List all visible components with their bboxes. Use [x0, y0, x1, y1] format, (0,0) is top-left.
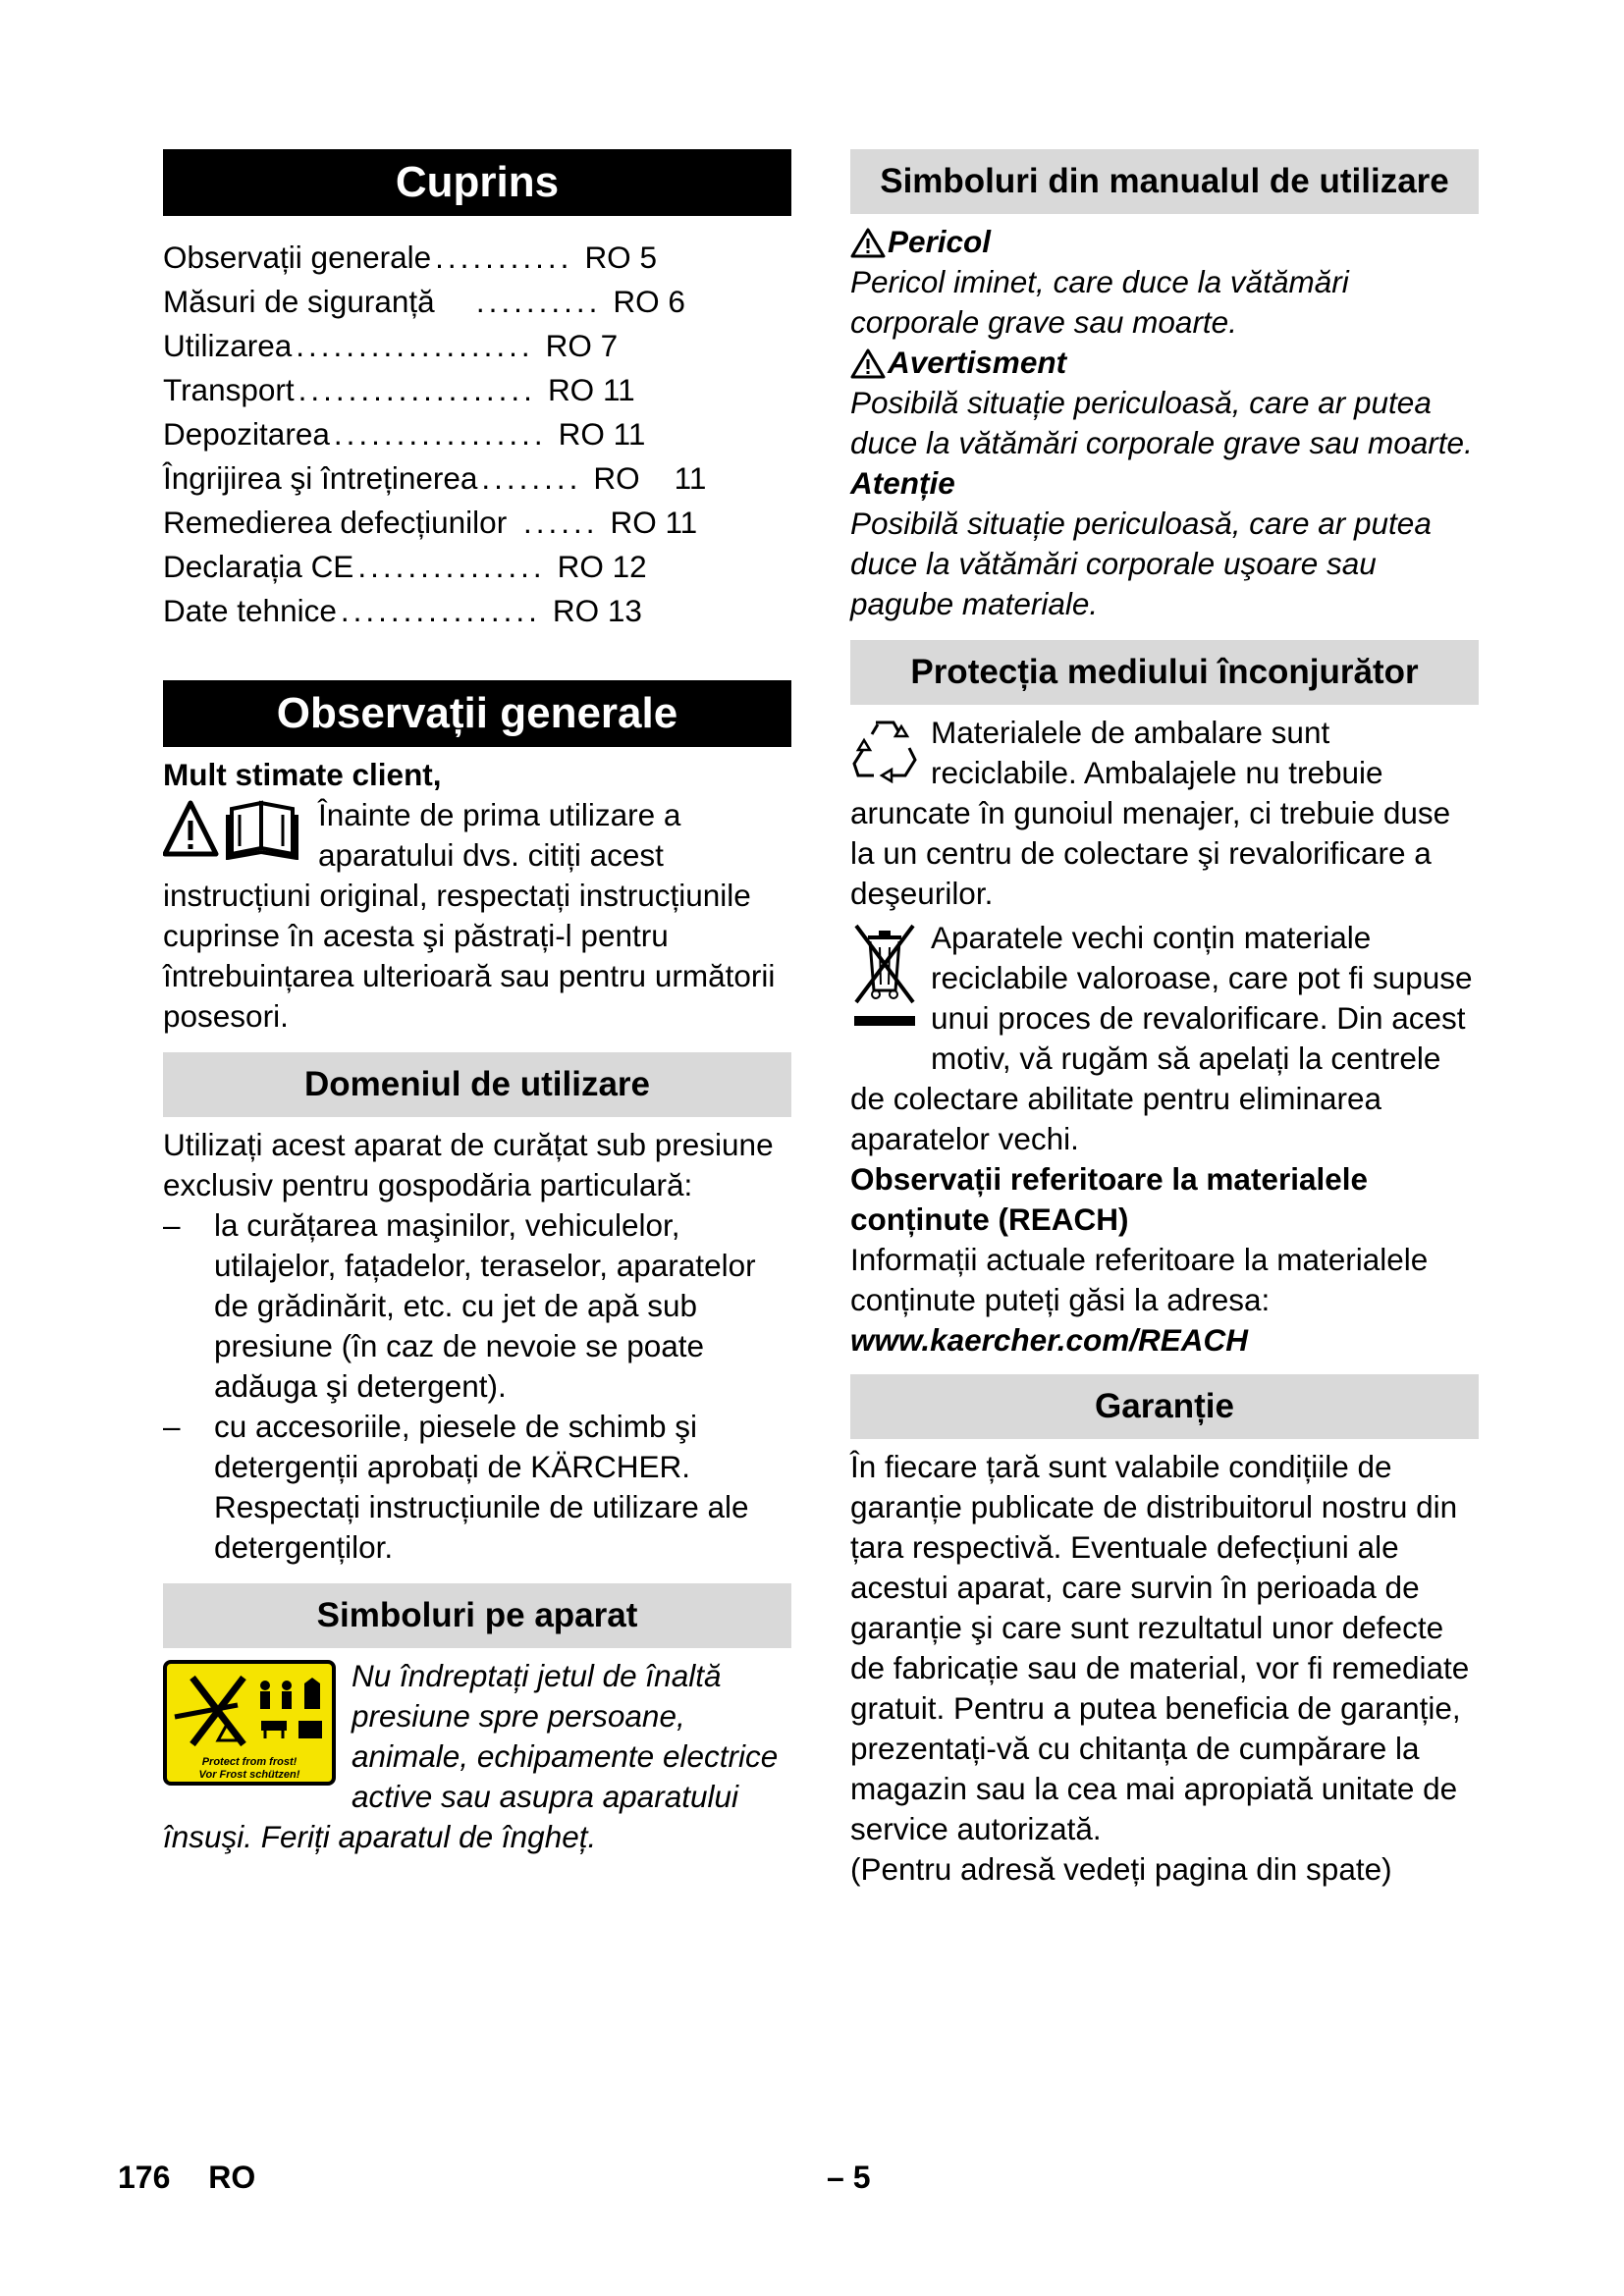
toc-entry[interactable]: Remedierea defecțiunilor ...... RO 11	[163, 505, 698, 540]
environment-section	[850, 713, 1479, 1361]
danger-label: Pericol	[850, 222, 1479, 262]
warning-text: Posibilă situație periculoasă, care ar putea duce la vătămări corporale grave sau moarte.	[850, 385, 1473, 460]
read-manual-icons	[163, 799, 306, 870]
list-item: – la curățarea maşinilor, vehiculelor, utilajelor, fațadelor, teraselor, aparatelor de grădinărit, etc. cu jet de apă sub presiune (în caz de nevoie se poate adăuga şi detergent).	[163, 1207, 756, 1404]
table-of-contents	[163, 236, 791, 633]
recycle-icon	[850, 715, 919, 793]
toc-entry[interactable]: Transport ................... RO 11	[163, 372, 635, 407]
general-section	[163, 755, 791, 1037]
toc-entry[interactable]: Date tehnice ................ RO 13	[163, 593, 642, 628]
warranty-heading: Garanție	[850, 1374, 1479, 1439]
device-symbols-section	[163, 1656, 791, 1857]
label-text-de: Vor Frost schützen!	[198, 1769, 300, 1781]
old-devices-paragraph: Aparatele vechi conțin materiale reciclabile valoroase, care pot fi supuse unui proces de revalorificare. Din acest motiv, vă rugăm să apelați la centrele de colectare abilitate pentru eliminarea aparatelor vechi.	[850, 920, 1473, 1156]
general-intro-paragraph: Înainte de prima utilizare a aparatului dvs. citiți acest instrucțiuni original, respectați instrucțiunile cuprinse în acesta şi păstrați-l pentru întrebuințarea ulterioară sau pentru următorii posesori.	[163, 797, 776, 1034]
device-symbols-heading: Simboluri pe aparat	[163, 1583, 791, 1648]
caution-text: Posibilă situație periculoasă, care ar putea duce la vătămări corporale uşoare sau pagube materiale.	[850, 506, 1432, 621]
reach-text: Informații actuale referitoare la materialele conținute puteți găsi la adresa:	[850, 1242, 1429, 1317]
warranty-text: În fiecare țară sunt valabile condițiile de garanție publicate de distribuitorul nostru din țara respectivă. Eventuale defecțiuni ale acestui aparat, care survin în perioada de garanție şi care sunt rezultatul unor defecte de fabricație sau de material, vor fi remediate gratuit. Pentru a putea beneficia de garanție, prezentați-vă cu chitanța de cumpărare la magazin sau la cea mai apropiată unitate de service autorizată.	[850, 1449, 1470, 1846]
label-text-en: Protect from frost!	[201, 1756, 298, 1768]
toc-entry[interactable]: Îngrijirea şi întreținerea ........ RO 11	[163, 460, 707, 496]
environment-heading: Protecția mediului înconjurător	[850, 640, 1479, 705]
manual-symbols-section	[850, 222, 1479, 624]
local-page-number: – 5	[827, 2160, 871, 2195]
left-column	[163, 149, 791, 1857]
toc-heading: Cuprins	[163, 149, 791, 216]
usage-intro: Utilizați acest aparat de curățat sub presiune exclusiv pentru gospodăria particulară:	[163, 1127, 774, 1202]
crossed-bin-icon	[850, 922, 919, 1040]
caution-label: Atenție	[850, 465, 955, 501]
reach-link[interactable]: www.kaercher.com/REACH	[850, 1322, 1248, 1358]
toc-entry[interactable]: Depozitarea ................. RO 11	[163, 416, 646, 452]
warning-triangle-icon	[850, 227, 886, 258]
right-column	[850, 149, 1479, 1890]
warning-book-icon	[163, 799, 306, 860]
list-item: – cu accesoriile, piesele de schimb şi detergenții aprobați de KÄRCHER. Respectați instrucțiunile de utilizare ale detergenților.	[163, 1409, 749, 1565]
reach-heading: Observații referitoare la materialele conținute (REACH)	[850, 1161, 1369, 1237]
no-spray-label-icon	[163, 1660, 336, 1795]
general-heading: Observații generale	[163, 680, 791, 747]
page-number: 176	[118, 2160, 171, 2195]
warranty-note: (Pentru adresă vedeți pagina din spate)	[850, 1851, 1392, 1887]
usage-section	[163, 1125, 791, 1568]
manual-symbols-heading: Simboluri din manualul de utilizare	[850, 149, 1479, 214]
danger-text: Pericol iminet, care duce la vătămări corporale grave sau moarte.	[850, 264, 1349, 340]
greeting: Mult stimate client,	[163, 757, 442, 792]
footer-page-info	[118, 2160, 255, 2196]
toc-entry[interactable]: Măsuri de siguranță .......... RO 6	[163, 284, 685, 319]
language-code: RO	[208, 2160, 256, 2195]
toc-entry[interactable]: Declarația CE ............... RO 12	[163, 549, 647, 584]
toc-entry[interactable]: Observații generale ........... RO 5	[163, 240, 657, 275]
packaging-paragraph: Materialele de ambalare sunt reciclabile. Ambalajele nu trebuie aruncate în gunoiul menajer, ci trebuie duse la un centru de colectare şi revalorificare a deşeurilor.	[850, 715, 1451, 911]
warning-triangle-icon	[850, 347, 886, 379]
warning-label: Avertisment	[850, 343, 1479, 383]
toc-entry[interactable]: Utilizarea ................... RO 7	[163, 328, 619, 363]
usage-heading: Domeniul de utilizare	[163, 1052, 791, 1117]
warranty-section	[850, 1447, 1479, 1890]
device-symbols-paragraph: Protect from frost! Vor Frost schützen! Nu îndreptați jetul de înaltă presiune spre persoane, animale, echipamente electrice active sau asupra aparatului însuşi. Feriți aparatul de îngheț.	[163, 1658, 779, 1854]
